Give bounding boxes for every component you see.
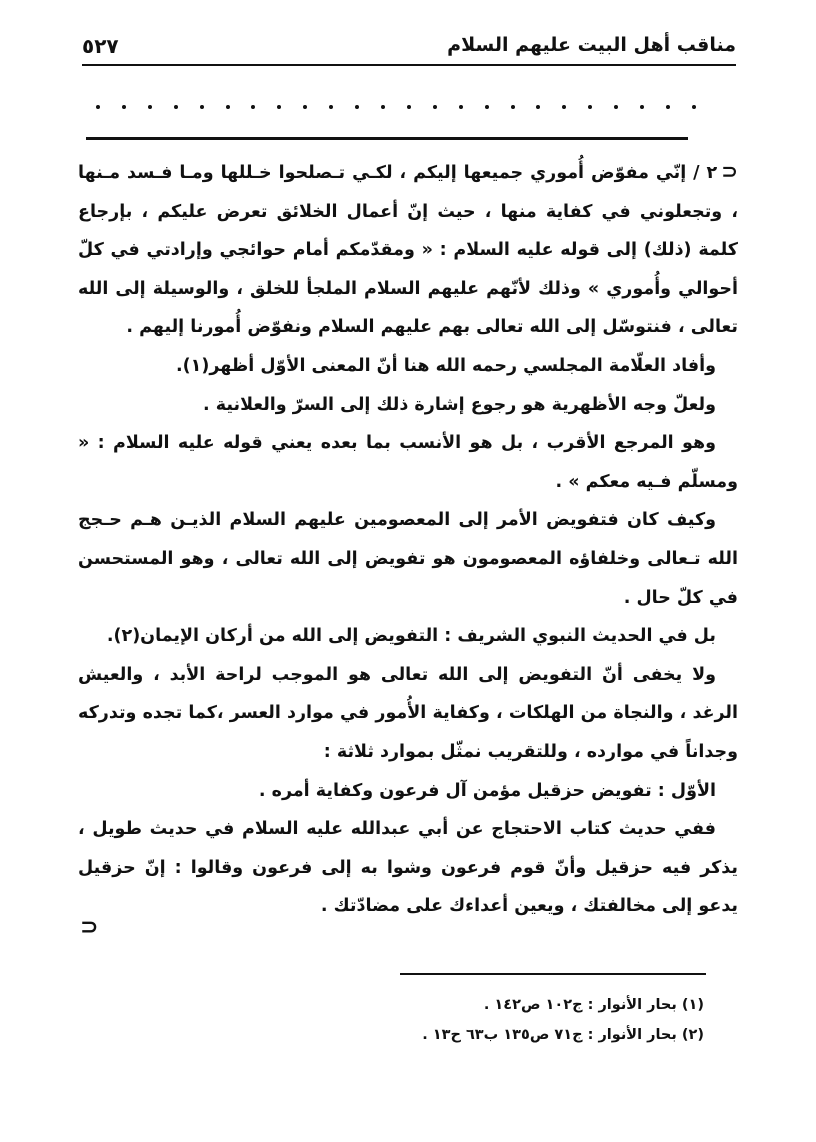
separator-dot bbox=[251, 105, 255, 109]
separator-dot bbox=[692, 105, 696, 109]
separator-dot bbox=[200, 105, 204, 109]
separator-dot bbox=[355, 105, 359, 109]
top-rule bbox=[86, 137, 688, 140]
dotted-separator bbox=[96, 98, 696, 116]
paragraph-7: ولا يخفى أنّ التفويض إلى الله تعالى هو الموجب لراحة الأبد ، والعيش الرغد ، والنجاة من الهلكات ، وكفاية الأُمور في موارد العسر ،كما تجده وتدركه وجداناً في موارده ، وللتقريب نمثّل بموارد ثلاثة : bbox=[78, 664, 738, 762]
separator-dot bbox=[433, 105, 437, 109]
footnote-1: (١) بحار الأنوار : ج١٠٢ ص١٤٢ . bbox=[483, 997, 704, 1013]
separator-dot bbox=[459, 105, 463, 109]
separator-dot bbox=[96, 105, 100, 109]
separator-dot bbox=[562, 105, 566, 109]
separator-dot bbox=[122, 105, 126, 109]
paragraph-1 bbox=[78, 152, 738, 347]
separator-dot bbox=[329, 105, 333, 109]
footnote-rule bbox=[400, 973, 706, 975]
separator-dot bbox=[536, 105, 540, 109]
separator-dot bbox=[303, 105, 307, 109]
paragraph-4: وهو المرجع الأقرب ، بل هو الأنسب بما بعده يعني قوله عليه السلام : « ومسلّم فـيه معكم » . bbox=[78, 433, 738, 492]
paragraph-8: الأوّل : تفويض حزقيل مؤمن آل فرعون وكفاية أمره . bbox=[258, 780, 716, 801]
separator-dot bbox=[666, 105, 670, 109]
separator-dot bbox=[381, 105, 385, 109]
paragraph-text: ٢ / إنّي مفوّض أُموري جميعها إليكم ، لكـي تـصلحوا خـللها ومـا فـسد مـنها ، وتجعلوني في كفاية منها ، حيث إنّ أعمال الخلائق تعرض عليكم ، بإرجاع كلمة (ذلك) إلى قوله عليه السلام : « ومقدّمكم أمام حوائجي وإرادتي في كلّ أحوالي وأُموري » وذلك لأنّهم عليهم السلام الملجأ للخلق ، والوسيلة إلى الله تعالى ، فنتوسّل إلى الله تعالى بهم عليهم السلام ونفوّض أُمورنا إليهم . bbox=[78, 163, 738, 338]
separator-dot bbox=[148, 105, 152, 109]
separator-dot bbox=[174, 105, 178, 109]
page-header bbox=[82, 30, 736, 66]
main-text bbox=[78, 152, 738, 926]
paragraph-2: وأفاد العلّامة المجلسي رحمه الله هنا أنّ المعنى الأوّل أظهر(١). bbox=[176, 355, 716, 376]
paragraph-9: ففي حديث كتاب الاحتجاج عن أبي عبدالله عليه السلام في حديث طويل ، يذكر فيه حزقيل وأنّ قوم فرعون وشوا به إلى فرعون وقالوا : إنّ حزقيل يدعو إلى مخالفتك ، ويعين أعداءك على مضادّتك . bbox=[78, 819, 738, 917]
separator-dot bbox=[588, 105, 592, 109]
page-number: ٥٢٧ bbox=[82, 34, 119, 58]
separator-dot bbox=[640, 105, 644, 109]
running-title: مناقب أهل البيت عليهم السلام bbox=[447, 34, 736, 56]
separator-dot bbox=[511, 105, 515, 109]
footnotes bbox=[300, 990, 704, 1050]
paragraph-3: ولعلّ وجه الأظهرية هو رجوع إشارة ذلك إلى السرّ والعلانية . bbox=[203, 394, 716, 415]
footnote-2: (٢) بحار الأنوار : ج٧١ ص١٣٥ ب٦٣ ح١٣ . bbox=[422, 1027, 704, 1043]
section-start-marker: ⊂ bbox=[721, 159, 738, 183]
section-end-marker: ⊃ bbox=[80, 915, 99, 940]
separator-dot bbox=[407, 105, 411, 109]
separator-dot bbox=[277, 105, 281, 109]
separator-dot bbox=[226, 105, 230, 109]
paragraph-6: بل في الحديث النبوي الشريف : التفويض إلى الله من أركان الإيمان(٢). bbox=[106, 626, 716, 647]
paragraph-5: وكيف كان فتفويض الأمر إلى المعصومين عليهم السلام الذيـن هـم حـجج الله تـعالى وخلفاؤه المعصومون هو تفويض إلى الله تعالى ، وهو المستحسن في كلّ حال . bbox=[78, 510, 738, 608]
separator-dot bbox=[614, 105, 618, 109]
separator-dot bbox=[485, 105, 489, 109]
